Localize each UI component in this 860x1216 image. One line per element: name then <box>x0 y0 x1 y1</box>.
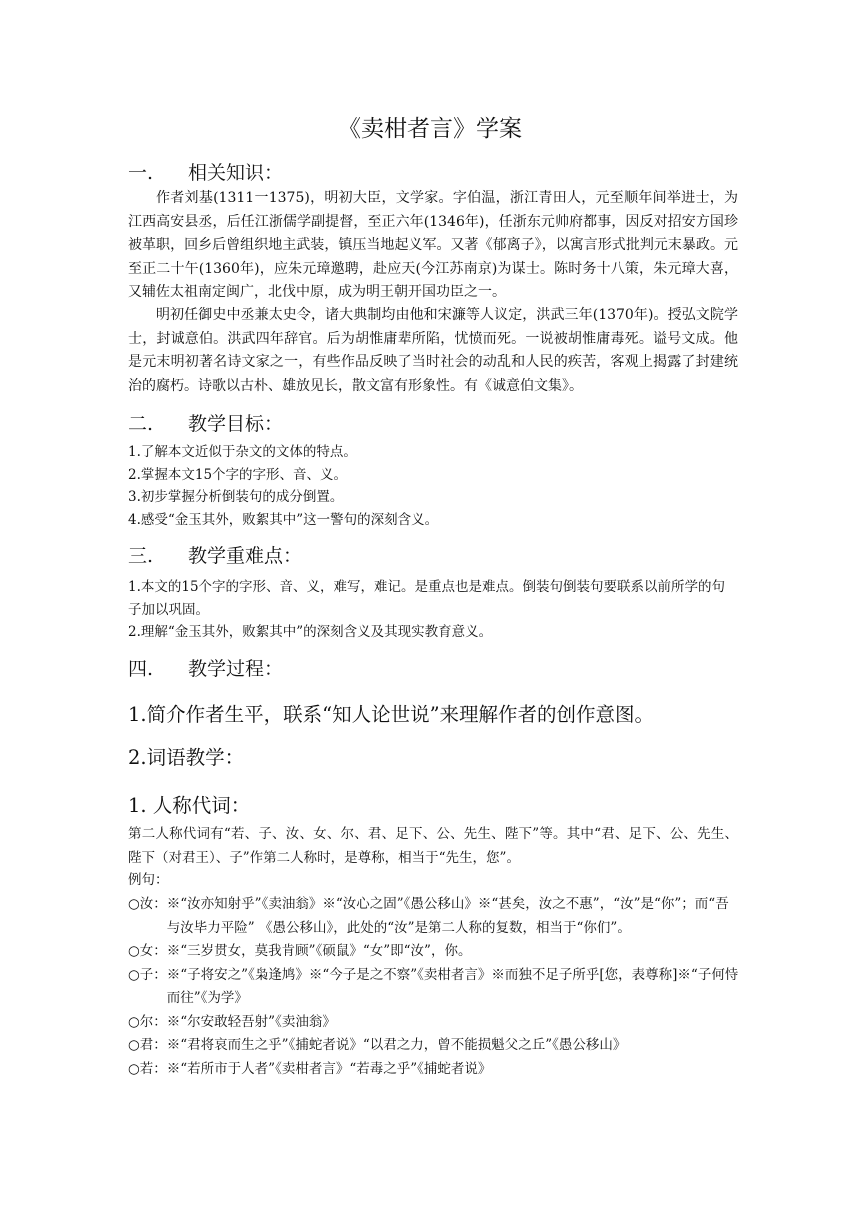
list-item: 3.初步掌握分析倒装句的成分倒置。 <box>128 489 344 505</box>
example-text: ※“若所市于人者”《卖柑者言》“若毒之乎”《捕蛇者说》 <box>166 1060 492 1077</box>
list-item: 4.感受“金玉其外，败絮其中”这一警句的深刻含义。 <box>128 511 439 528</box>
key-points-list <box>128 576 738 644</box>
example-key: ○君： <box>128 1037 167 1053</box>
example-row <box>128 1034 740 1058</box>
section-number: 四. <box>128 658 154 680</box>
example-text: ※“三岁贯女，莫我肯顾”《硕鼠》“女”即“汝”，你。 <box>166 943 472 959</box>
example-row <box>128 1011 740 1035</box>
example-row <box>128 940 740 964</box>
example-row <box>128 964 740 1011</box>
document-title: 《卖柑者言》学案 <box>338 116 522 142</box>
section-heading-knowledge <box>128 160 283 186</box>
author-paragraph-1: 作者刘基(1311一1375)，明初大臣，文学家。字伯温，浙江青田人，元至顺年间举进士，为江西高安县丞，后任江浙儒学副提督，至正六年(1346年)，任浙东元帅府都事，因反对招安方国珍被革职，回乡后曾组织地主武装，镇压当地起义军。又著《郁离子》，以寓言形式批判元末暴政。元至正二十午(1360年)，应朱元璋邀聘，赴应天(今江苏南京)为谋士。陈时务十八策，朱元璋大喜，又辅佐太祖南定闽广，北伐中原，成为明王朝开国功臣之一。 <box>128 190 738 300</box>
section-number: 二. <box>128 413 154 435</box>
list-item: 1.了解本文近似于杂文的文体的特点。 <box>128 444 357 460</box>
section-title: 教学目标： <box>188 413 284 435</box>
list-item: 2.掌握本文15个字的字形、音、义。 <box>128 466 348 483</box>
example-label: 例句： <box>128 872 169 888</box>
example-row <box>128 893 740 940</box>
section-title: 教学重难点： <box>188 545 303 567</box>
list-item: 2.理解“金玉其外，败絮其中”的深刻含义及其现实教育意义。 <box>128 624 493 640</box>
example-text: ※“君将哀而生之乎”《捕蛇者说》“以君之力，曾不能损魁父之丘”《愚公移山》 <box>166 1037 627 1053</box>
pronoun-intro: 第二人称代词有“若、子、汝、女、尔、君、足下、公、先生、陛下”等。其中“君、足下、公、先生、陛下（对君王）、子”作第二人称时，是尊称，相当于“先生，您”。 <box>128 826 738 866</box>
example-row <box>128 1058 740 1082</box>
section-title: 相关知识： <box>188 162 284 184</box>
section-heading-process <box>128 656 283 682</box>
section-title: 教学过程： <box>188 658 284 680</box>
process-step-2: 2.词语教学： <box>128 746 245 769</box>
example-key: ○尔： <box>128 1013 167 1030</box>
list-item: 1.本文的15个字的字形、音、义，难写，难记。是重点也是难点。倒装句倒装句要联系以前所学的句子加以巩固。 <box>128 579 726 618</box>
section-number: 一. <box>128 162 154 184</box>
section-heading-goals <box>128 411 283 437</box>
example-key: ○汝： <box>128 896 167 912</box>
example-text: ※“汝亦知射乎”《卖油翁》※“汝心之固”《愚公移山》※“甚矣，汝之不惠”，“汝”是“你”；而“吾与汝毕力平险” 《愚公移山》，此处的“汝”是第二人称的复数，相当于“你们”。 <box>166 896 729 936</box>
process-step-1: 1.简介作者生平，联系“知人论世说”来理解作者的创作意图。 <box>128 703 655 726</box>
subheading-pronouns: 1. 人称代词： <box>128 794 251 817</box>
example-key: ○子： <box>128 966 167 983</box>
example-key: ○若： <box>128 1060 167 1077</box>
example-key: ○女： <box>128 943 167 959</box>
author-paragraph-2: 明初任御史中丞兼太史令，诸大典制均由他和宋濂等人议定，洪武三年(1370年)。授弘文院学士，封诚意伯。洪武四年辞官。后为胡惟庸辈所陷，忧愤而死。一说被胡惟庸毒死。谥号文成。他是元末明初著名诗文家之一，有些作品反映了当时社会的动乱和人民的疾苦，客观上揭露了封建统治的腐朽。诗歌以古朴、雄放见长，散文富有形象性。有《诚意伯文集》。 <box>128 307 738 394</box>
section-heading-key-points <box>128 543 302 569</box>
examples-list <box>128 893 740 1081</box>
example-text: ※“尔安敢轻吾射”《卖油翁》 <box>166 1013 336 1030</box>
goals-list <box>128 441 738 531</box>
section-number: 三. <box>128 545 154 567</box>
example-text: ※“子将安之”《枭逢鸠》※“今子是之不察”《卖柑者言》※而独不足子所乎[您，表尊称]※“子何恃而往”《为学》 <box>166 966 739 1006</box>
